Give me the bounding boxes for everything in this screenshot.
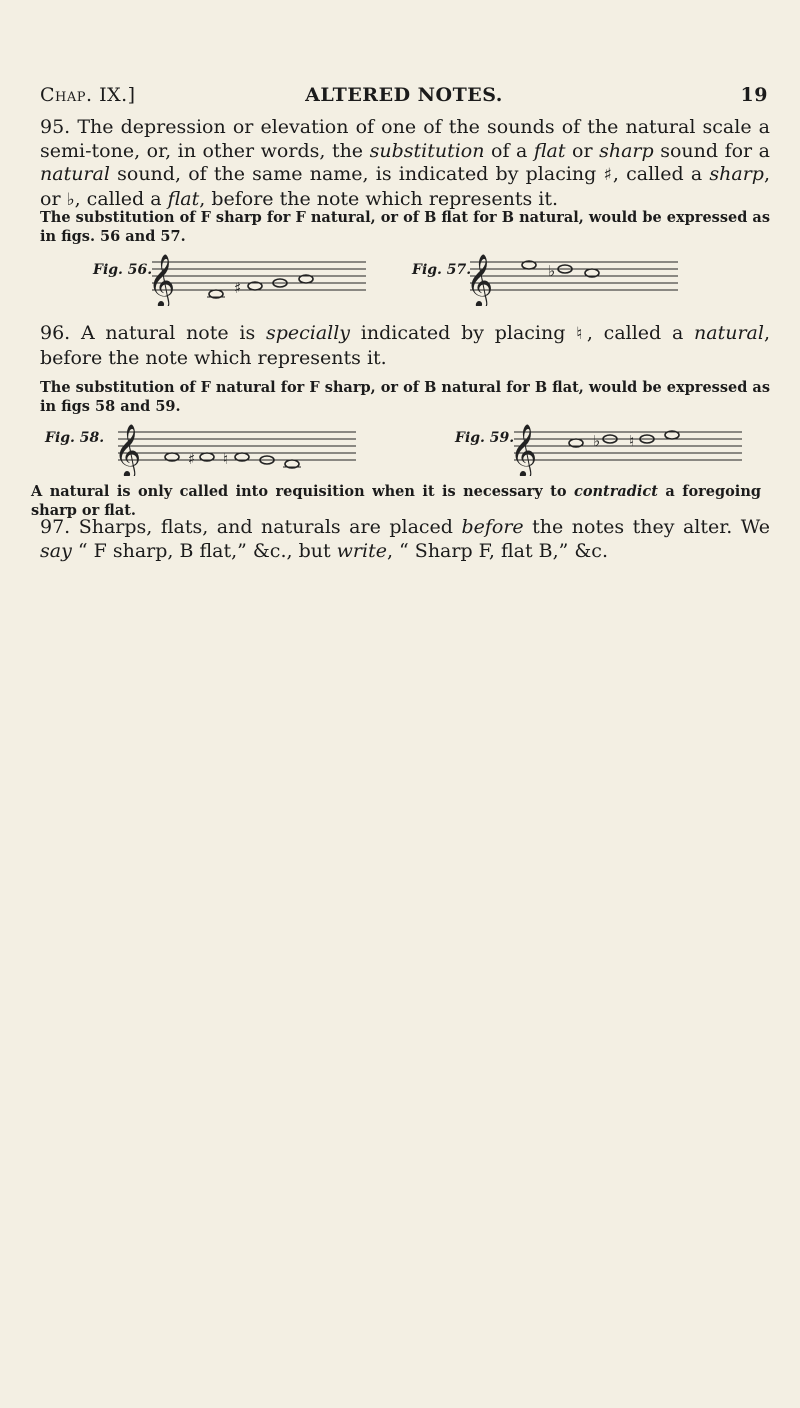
- fig-56-staff: [146, 244, 370, 306]
- italic-run: say: [40, 539, 72, 562]
- italic-run: natural: [694, 322, 764, 344]
- text-run: a foregoing sharp or flat.: [31, 483, 762, 519]
- natural-icon: ♮: [223, 450, 229, 468]
- text-run: sound for a: [653, 139, 770, 162]
- italic-run: sharp: [709, 163, 764, 185]
- italic-run: flat: [533, 139, 566, 162]
- italic-run: before: [461, 516, 524, 538]
- paragraph-number: 95.: [40, 116, 71, 138]
- treble-clef-icon: 𝄞: [466, 253, 494, 306]
- treble-clef-icon: 𝄞: [114, 423, 142, 476]
- fig-57-label: Fig. 57.: [412, 262, 472, 278]
- text-run: sound, of the same name, is indicated by placing: [109, 163, 604, 185]
- fig-58-label: Fig. 58.: [45, 430, 105, 446]
- fig-58-staff: [112, 414, 362, 476]
- paragraph-95: [40, 116, 770, 212]
- text-run: or: [565, 139, 600, 162]
- paragraph-number: 96.: [40, 322, 71, 344]
- text-run: , “ Sharp F, flat B,” &c.: [386, 539, 608, 562]
- fig-57-staff: [464, 244, 684, 306]
- flat-icon: ♭: [593, 432, 601, 450]
- treble-clef-icon: 𝄞: [510, 423, 538, 476]
- text-run: , called a: [586, 322, 695, 344]
- paragraph-97: [40, 516, 770, 563]
- text-run: , called a: [74, 187, 168, 210]
- sharp-icon: ♯: [188, 450, 196, 468]
- page-title: ALTERED NOTES.: [305, 84, 503, 106]
- italic-run: write: [336, 539, 387, 562]
- text-run: A natural is only called into requisition when it is necessary to: [31, 483, 574, 500]
- text-run: , called a: [612, 163, 710, 185]
- text-run: , before the note which represents it.: [40, 322, 770, 369]
- running-header: [40, 84, 768, 112]
- note-figs-56-57: The substitution of F sharp for F natural, or of B flat for B natural, would be expressed as in figs. 56 and 57.: [40, 209, 770, 245]
- chapter-label: Chap. IX.]: [40, 84, 136, 106]
- flat-icon: ♭: [548, 262, 556, 280]
- sharp-symbol: ♯: [603, 165, 613, 185]
- italic-run: specially: [265, 322, 351, 344]
- text-run: A natural note is: [70, 322, 266, 344]
- italic-run: sharp: [599, 139, 654, 162]
- italic-run: natural: [40, 163, 110, 185]
- note-natural-usage: [31, 482, 761, 520]
- fig-56-label: Fig. 56.: [93, 262, 153, 278]
- text-run: “ F sharp, B flat,” &c., but: [71, 539, 337, 562]
- paragraph-96: [40, 322, 770, 370]
- page-number: 19: [740, 84, 768, 106]
- text-run: the notes they alter. We: [523, 516, 770, 538]
- text-run: indicated by placing: [350, 322, 577, 344]
- fig-59-label: Fig. 59.: [455, 430, 515, 446]
- sharp-icon: ♯: [234, 279, 242, 297]
- natural-symbol: ♮: [576, 324, 587, 344]
- text-run: of a: [484, 139, 534, 162]
- italic-run: substitution: [369, 139, 485, 162]
- natural-icon: ♮: [629, 432, 635, 450]
- text-run: , before the note which represents it.: [199, 187, 559, 210]
- note-figs-58-59: The substitution of F natural for F sharp, or of B natural for B flat, would be expressed as in figs 58 and 59.: [40, 379, 770, 415]
- fig-59-staff: [508, 414, 748, 476]
- paragraph-number: 97.: [40, 516, 71, 538]
- italic-run: contradict: [573, 483, 658, 500]
- text-run: Sharps, flats, and naturals are placed: [70, 516, 462, 538]
- treble-clef-icon: 𝄞: [148, 253, 176, 306]
- italic-run: flat: [167, 187, 200, 210]
- text-run: The depression or elevation of one of the sounds of the natural scale a semi-tone, or, in other words, the: [40, 116, 770, 162]
- flat-symbol: ♭: [66, 189, 75, 210]
- text-run: , or: [40, 163, 770, 210]
